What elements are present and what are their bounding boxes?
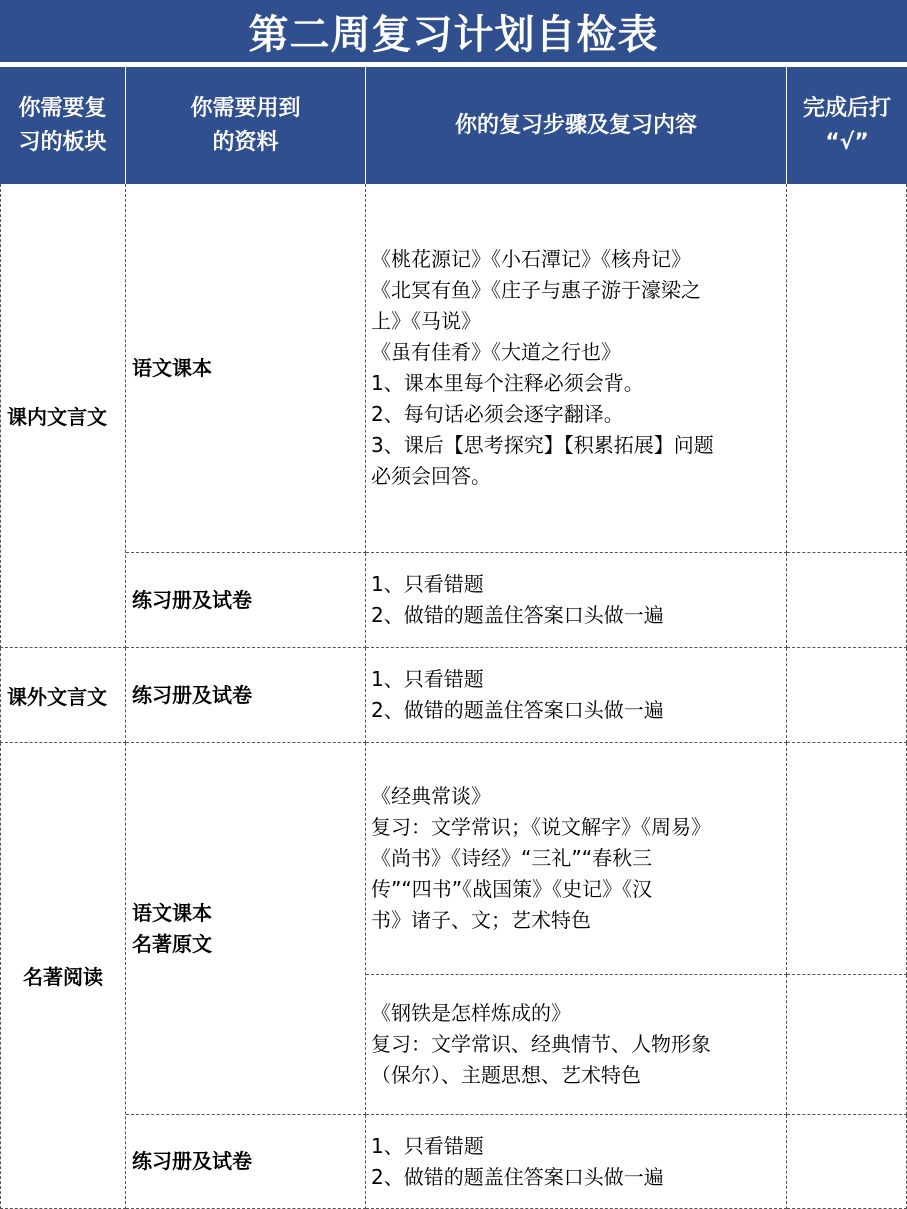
steps-cell-3-1b xyxy=(366,975,787,1115)
steps-line: 《桃花源记》《小石潭记》《核舟记》 xyxy=(371,247,691,271)
material-label: 语文课本 xyxy=(132,900,212,925)
steps-line: （保尔）、主题思想、艺术特色 xyxy=(371,1063,641,1087)
steps-cell-3-2 xyxy=(366,1115,787,1209)
steps-line: 《北冥有鱼》《庄子与惠子游于濠梁之 xyxy=(371,278,701,302)
header-board-line2: 习的板块 xyxy=(18,129,107,155)
header-done-line1: 完成后打 xyxy=(802,95,891,121)
page-title: 第二周复习计划自检表 xyxy=(0,0,907,62)
steps-line: 3、课后【思考探究】【积累拓展】问题 xyxy=(371,433,714,457)
header-board xyxy=(0,67,126,184)
steps-line: 《虽有佳肴》《大道之行也》 xyxy=(371,340,621,364)
material-label: 练习册及试卷 xyxy=(132,1149,252,1173)
material-label: 练习册及试卷 xyxy=(132,682,252,707)
board-cell-2 xyxy=(0,648,126,743)
steps-line: 必须会回答。 xyxy=(371,464,491,488)
steps-line: 1、课本里每个注释必须会背。 xyxy=(371,371,644,395)
steps-line: 1、只看错题 xyxy=(371,667,484,691)
steps-line: 《钢铁是怎样炼成的》 xyxy=(371,1001,571,1025)
steps-line: 书》诸子、文；艺术特色 xyxy=(371,908,591,932)
steps-cell-2-1 xyxy=(366,648,787,743)
material-cell-3-1 xyxy=(126,743,366,1115)
steps-cell-1-1 xyxy=(366,184,787,553)
material-cell-3-2 xyxy=(126,1115,366,1209)
header-done xyxy=(787,67,907,184)
check-cell-3-1b[interactable] xyxy=(787,975,907,1115)
steps-line: 2、每句话必须会逐字翻译。 xyxy=(371,402,624,426)
board-label-3: 名著阅读 xyxy=(23,965,103,989)
steps-line: 1、只看错题 xyxy=(371,572,484,596)
material-label: 语文课本 xyxy=(132,355,212,380)
check-cell-1-2[interactable] xyxy=(787,553,907,648)
steps-line: 《经典常谈》 xyxy=(371,784,491,808)
header-material-line2: 的资料 xyxy=(212,129,279,155)
header-material-line1: 你需要用到 xyxy=(190,95,301,121)
steps-line: 2、做错的题盖住答案口头做一遍 xyxy=(371,603,664,627)
steps-line: 《尚书》《诗经》“三礼”“春秋三 xyxy=(371,846,653,870)
steps-line: 复习：文学常识、经典情节、人物形象 xyxy=(371,1032,711,1056)
steps-line: 1、只看错题 xyxy=(371,1133,484,1158)
header-steps-label: 你的复习步骤及复习内容 xyxy=(454,112,697,138)
steps-line: 上》《马说》 xyxy=(371,309,481,333)
board-cell-1 xyxy=(0,184,126,648)
board-label-1: 课内文言文 xyxy=(7,405,107,429)
material-cell-2-1 xyxy=(126,648,366,743)
material-label: 名著原文 xyxy=(132,931,212,956)
material-cell-1-1 xyxy=(126,184,366,553)
check-cell-3-2[interactable] xyxy=(787,1115,907,1209)
board-cell-3 xyxy=(0,743,126,1209)
steps-line: 2、做错的题盖住答案口头做一遍 xyxy=(371,1164,664,1189)
header-steps xyxy=(366,67,787,184)
check-cell-3-1a[interactable] xyxy=(787,743,907,975)
header-material xyxy=(126,67,366,184)
material-label: 练习册及试卷 xyxy=(132,587,252,612)
check-cell-2-1[interactable] xyxy=(787,648,907,743)
steps-line: 2、做错的题盖住答案口头做一遍 xyxy=(371,698,664,722)
steps-line: 复习：文学常识；《说文解字》《周易》 xyxy=(371,815,711,839)
board-label-2: 课外文言文 xyxy=(7,684,107,709)
steps-line: 传”“四书”《战国策》《史记》《汉 xyxy=(371,877,653,901)
material-cell-1-2 xyxy=(126,553,366,648)
header-board-line1: 你需要复 xyxy=(18,95,107,121)
header-done-line2: “√” xyxy=(825,129,869,155)
steps-cell-1-2 xyxy=(366,553,787,648)
check-cell-1-1[interactable] xyxy=(787,184,907,553)
steps-cell-3-1a xyxy=(366,743,787,975)
